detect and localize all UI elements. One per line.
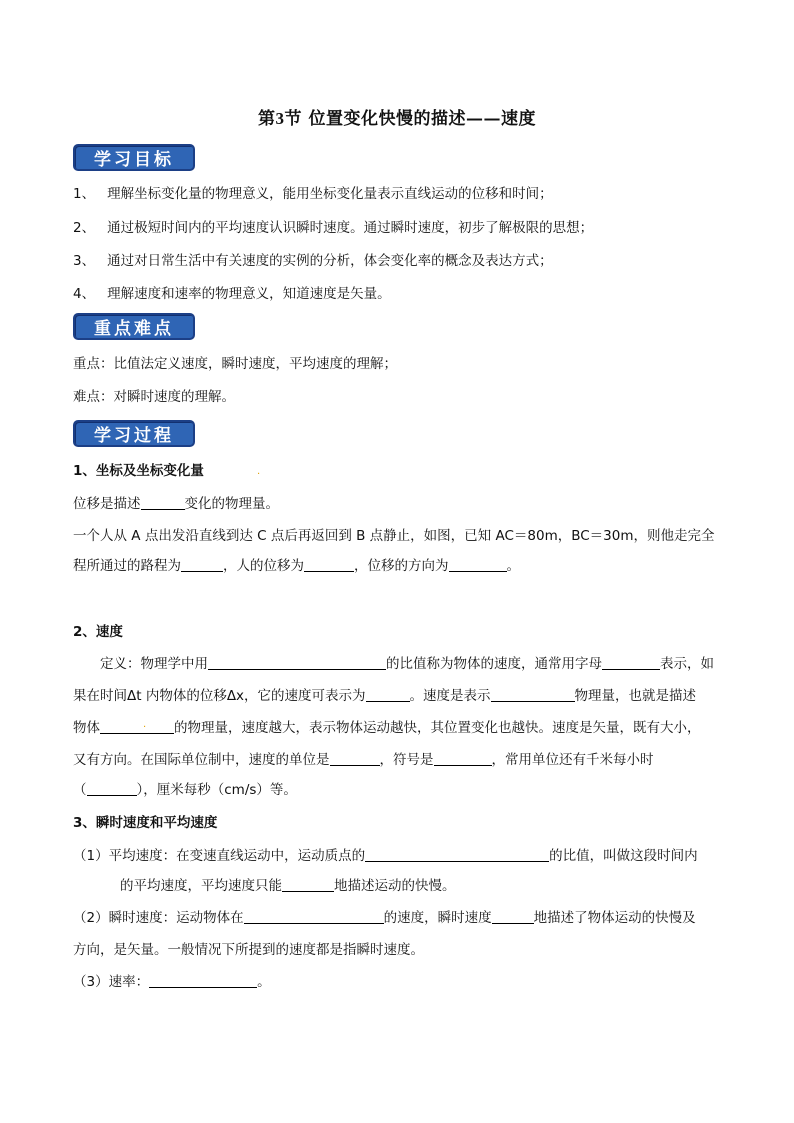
fill-blank[interactable] [330,751,380,766]
fill-blank[interactable] [492,909,534,924]
fill-blank[interactable] [100,719,174,734]
fill-blank[interactable] [244,909,384,924]
fill-blank[interactable] [365,847,549,862]
goal-item: 3、 通过对日常生活中有关速度的实例的分析，体会变化率的概念及表达方式； [73,253,553,269]
fill-blank[interactable] [149,973,257,988]
paragraph: 定义：物理学中用 的比值称为物体的速度，通常用字母 表示，如 [100,656,714,672]
paragraph: 果在时间Δt 内物体的位移Δx，它的速度可表示为 。速度是表示 物理量，也就是描述 [73,688,697,704]
banner-learning-goals: 学习目标 [73,144,195,171]
paragraph: （3）速率： 。 [73,974,271,990]
paragraph: 位移是描述 变化的物理量。 [73,496,279,512]
goal-item: 1、 理解坐标变化量的物理意义，能用坐标变化量表示直线运动的位移和时间； [73,186,553,202]
fill-blank[interactable] [366,687,410,702]
fill-blank[interactable] [304,557,354,572]
section-heading: 1、坐标及坐标变化量 [73,463,204,479]
fill-blank[interactable] [87,781,137,796]
section-heading: 3、瞬时速度和平均速度 [73,815,218,831]
banner-learning-process: 学习过程 [73,420,195,447]
fill-blank[interactable] [282,877,334,892]
paragraph: （1）平均速度：在变速直线运动中，运动质点的 的比值，叫做这段时间内 [73,848,698,864]
fill-blank[interactable] [602,655,660,670]
fill-blank[interactable] [141,495,185,510]
fill-blank[interactable] [208,655,386,670]
mark-dot: . [257,466,261,477]
paragraph: 的平均速度，平均速度只能 地描述运动的快慢。 [120,878,456,894]
banner-key-points: 重点难点 [73,313,195,340]
paragraph: 程所通过的路程为 ，人的位移为 ，位移的方向为 。 [73,558,520,574]
key-difficulty: 难点：对瞬时速度的理解。 [73,389,235,405]
fill-blank[interactable] [181,557,223,572]
paragraph: 方向，是矢量。一般情况下所提到的速度都是指瞬时速度。 [73,942,424,958]
key-focus: 重点：比值法定义速度，瞬时速度，平均速度的理解； [73,356,397,372]
section-heading: 2、速度 [73,624,123,640]
paragraph: 物体 . 的物理量，速度越大，表示物体运动越快，其位置变化也越快。速度是矢量，既有大小， [73,718,701,738]
page-title: 第3节 位置变化快慢的描述——速度 [258,109,536,129]
paragraph: 一个人从 A 点出发沿直线到达 C 点后再返回到 B 点静止，如图，已知 AC＝80m，BC＝30m，则他走完全 [73,528,715,544]
paragraph: （2）瞬时速度：运动物体在 的速度，瞬时速度 地描述了物体运动的快慢及 [73,910,696,926]
fill-blank[interactable] [434,751,492,766]
goal-item: 2、 通过极短时间内的平均速度认识瞬时速度。通过瞬时速度，初步了解极限的思想； [73,220,594,236]
goal-item: 4、 理解速度和速率的物理意义，知道速度是矢量。 [73,286,391,302]
paragraph: 又有方向。在国际单位制中，速度的单位是 ，符号是 ，常用单位还有千米每小时 [73,752,654,768]
paragraph: （ ），厘米每秒（cm/s）等。 [73,782,297,798]
fill-blank[interactable] [449,557,507,572]
fill-blank[interactable] [491,687,575,702]
mark-dot: . [143,719,147,730]
